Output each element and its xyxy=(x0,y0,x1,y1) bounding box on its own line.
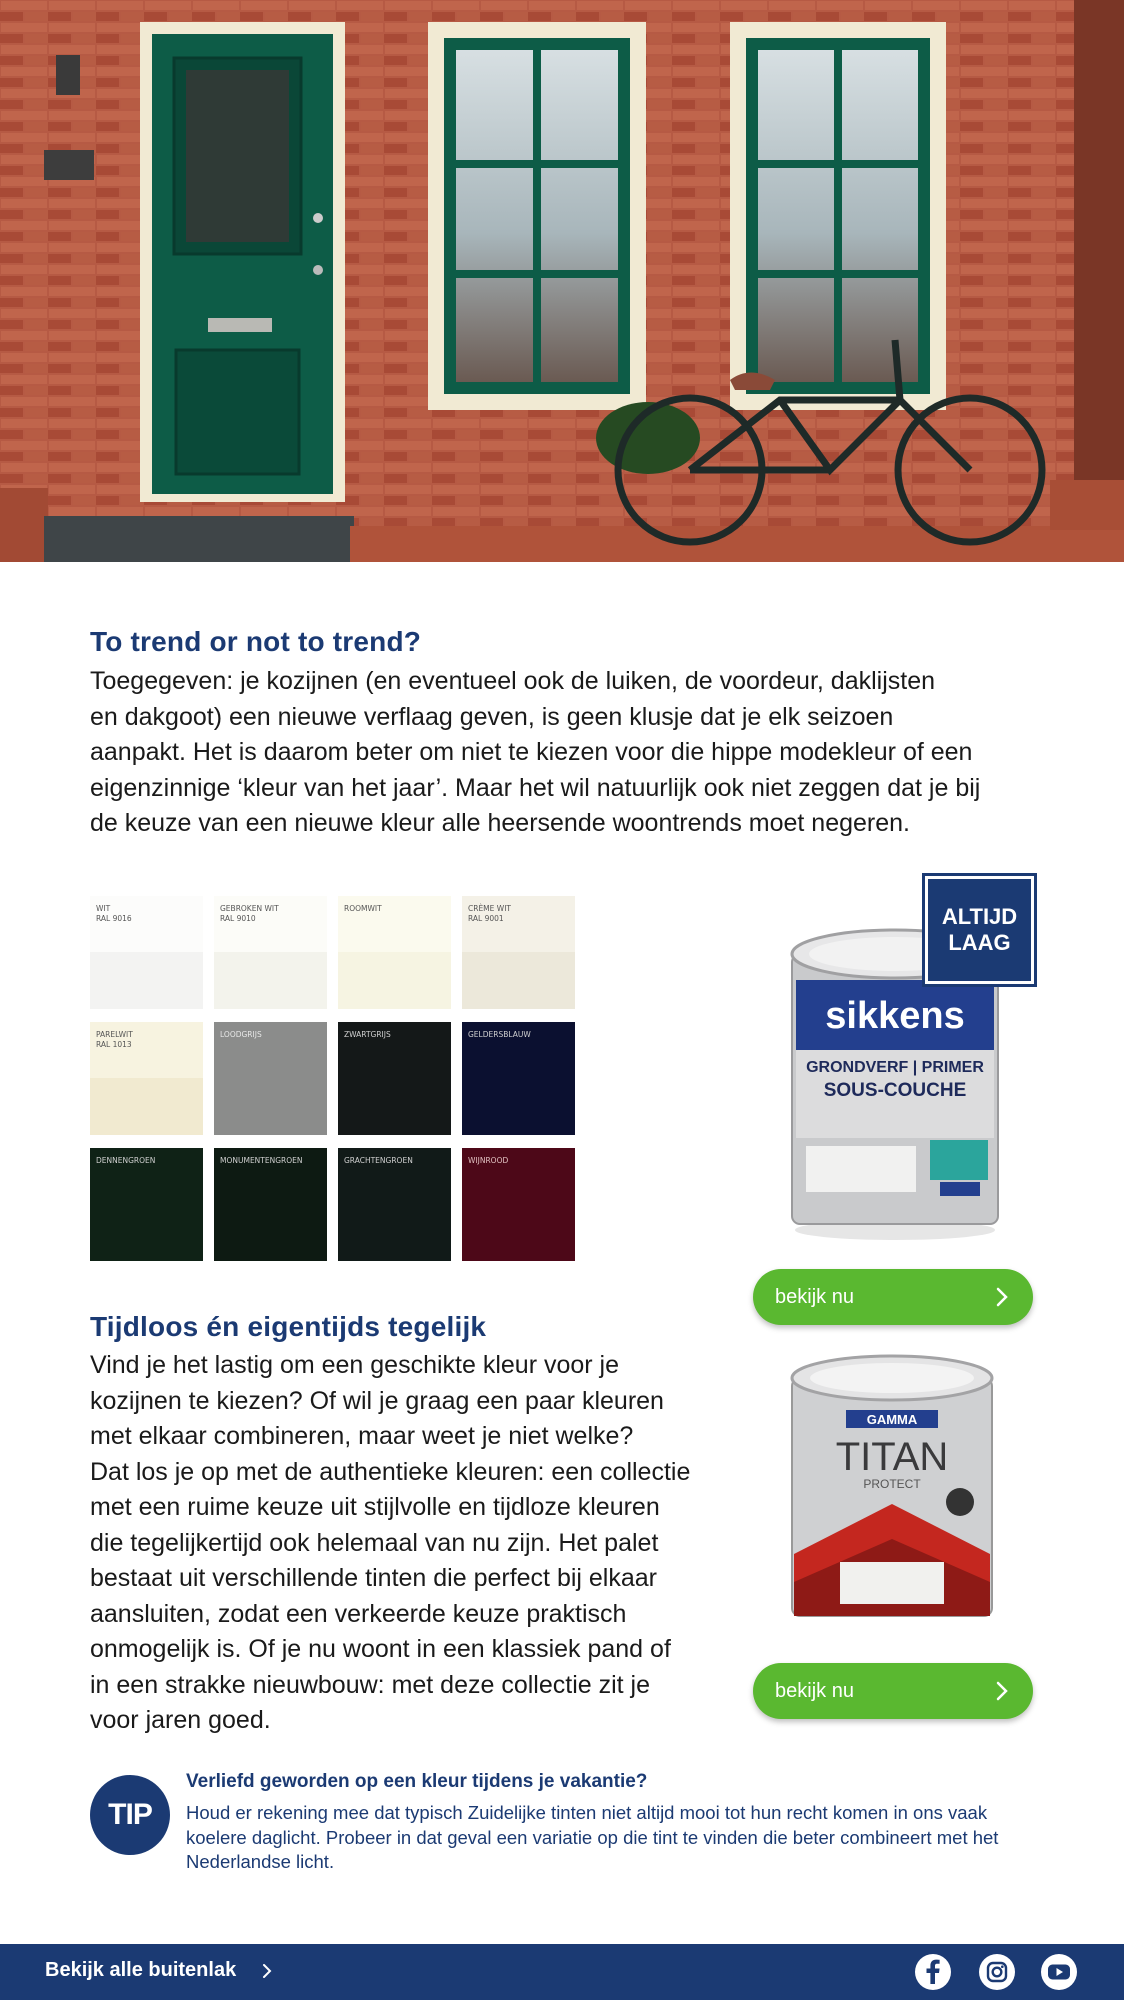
swatch-label: GEBROKEN WIT RAL 9010 xyxy=(220,904,279,923)
color-swatch xyxy=(338,896,451,1009)
paragraph-line: in een strakke nieuwbouw: met deze collectie zit je xyxy=(90,1670,651,1699)
intro-line: aanpakt. Het is daarom beter om niet te kiezen voor die hippe modekleur of een xyxy=(90,738,973,766)
hero-image xyxy=(0,0,1124,562)
color-swatch xyxy=(338,1148,451,1261)
gamma-titan-can xyxy=(782,1354,1002,1629)
paragraph-line: bestaat uit verschillende tinten die perfect bij elkaar xyxy=(90,1564,657,1592)
bekijk-nu-button-titan[interactable] xyxy=(753,1663,1033,1719)
chevron-right-icon xyxy=(260,1964,274,1978)
color-swatch xyxy=(462,1022,575,1135)
color-swatch xyxy=(214,1022,327,1135)
tijdloos-paragraph xyxy=(90,1348,730,1739)
cta-label: bekijk nu xyxy=(775,1679,854,1702)
paragraph-line: Dat los je op met de authentieke kleuren: een collectie xyxy=(90,1457,691,1486)
paragraph-line: kozijnen te kiezen? Of wil je graag een paar kleuren xyxy=(90,1386,664,1415)
paragraph-line: aansluiten, zodat een verkeerde keuze praktisch xyxy=(90,1599,627,1628)
intro-line: Toegegeven: je kozijnen (en eventueel ook de luiken, de voordeur, daklijsten xyxy=(90,667,936,695)
gamma-brand-text: GAMMA xyxy=(866,1412,918,1427)
swatch-label: GELDERSBLAUW xyxy=(468,1030,531,1039)
swatch-label: DENNENGROEN xyxy=(96,1156,156,1165)
paragraph-line: voor jaren goed. xyxy=(90,1706,271,1734)
color-swatch xyxy=(90,1148,203,1261)
sikkens-brand-text: sikkens xyxy=(825,995,965,1037)
color-swatch xyxy=(462,1148,575,1261)
swatch-label: PARELWIT RAL 1013 xyxy=(96,1030,133,1049)
swatch-label: MONUMENTENGROEN xyxy=(220,1156,303,1165)
swatch-label: WIT RAL 9016 xyxy=(96,904,132,923)
badge-line-2: LAAG xyxy=(948,930,1011,955)
paragraph-line: met een ruime keuze uit stijlvolle en tijdloze kleuren xyxy=(90,1493,660,1521)
intro-line: eigenzinnige ‘kleur van het jaar’. Maar het wil natuurlijk ook niet zeggen dat je bij xyxy=(90,773,981,802)
tip-title: Verliefd geworden op een kleur tijdens je vakantie? xyxy=(186,1771,648,1792)
color-swatch xyxy=(90,1022,203,1135)
color-swatch-grid xyxy=(90,896,578,1262)
youtube-icon[interactable] xyxy=(1040,1953,1078,1991)
footer-bar xyxy=(0,1944,1124,2000)
swatch-label: WIJNROOD xyxy=(468,1156,509,1165)
bekijk-nu-button-sikkens[interactable] xyxy=(753,1269,1033,1325)
color-swatch xyxy=(214,896,327,1009)
sikkens-product-subname: SOUS-COUCHE xyxy=(823,1080,967,1101)
footer-link-label: Bekijk alle buitenlak xyxy=(45,1959,237,1981)
facebook-icon[interactable] xyxy=(914,1953,952,1991)
badge-line-1: ALTIJD xyxy=(941,904,1018,929)
tip-badge: TIP xyxy=(90,1775,170,1855)
section-title-trend: To trend or not to trend? xyxy=(90,626,422,657)
swatch-label: ROOMWIT xyxy=(344,904,382,913)
instagram-icon[interactable] xyxy=(978,1953,1016,1991)
tip-text: Houd er rekening mee dat typisch Zuidelijke tinten niet altijd mooi tot hun recht komen in ons vaak koelere daglicht. Probeer in dat geval een variatie op die tint te vinden die beter combineert met het Nederlandse licht. xyxy=(186,1802,999,1872)
intro-paragraph xyxy=(90,664,1050,842)
cta-label: bekijk nu xyxy=(775,1285,854,1308)
titan-product-name: TITAN xyxy=(835,1435,949,1479)
altijd-laag-badge xyxy=(925,876,1034,984)
swatch-label: ZWARTGRIJS xyxy=(344,1030,391,1039)
paragraph-line: met elkaar combineren, maar weet je niet welke? xyxy=(90,1422,634,1450)
color-swatch xyxy=(214,1148,327,1261)
paragraph-line: die tegelijkertijd ook helemaal van nu zijn. Het palet xyxy=(90,1528,659,1557)
color-swatch xyxy=(90,896,203,1009)
paragraph-line: Vind je het lastig om een geschikte kleur voor je xyxy=(90,1351,620,1379)
bekijk-alle-buitenlak-link[interactable] xyxy=(45,1959,274,1982)
swatch-label: LOODGRIJS xyxy=(220,1030,262,1039)
color-swatch xyxy=(338,1022,451,1135)
chevron-right-icon xyxy=(991,1680,1013,1702)
chevron-right-icon xyxy=(991,1286,1013,1308)
section-title-tijdloos: Tijdloos én eigentijds tegelijk xyxy=(90,1311,487,1342)
swatch-label: CRÈME WIT RAL 9001 xyxy=(468,904,511,923)
swatch-label: GRACHTENGROEN xyxy=(344,1156,413,1165)
paragraph-line: onmogelijk is. Of je nu woont in een klassiek pand of xyxy=(90,1635,671,1663)
sikkens-product-name: GRONDVERF | PRIMER xyxy=(806,1059,984,1076)
color-swatch xyxy=(462,896,575,1009)
titan-product-sub: PROTECT xyxy=(863,1477,921,1491)
intro-line: de keuze van een nieuwe kleur alle heersende woontrends moet negeren. xyxy=(90,809,910,837)
intro-line: en dakgoot) een nieuwe verflaag geven, is geen klusje dat je elk seizoen xyxy=(90,702,894,731)
